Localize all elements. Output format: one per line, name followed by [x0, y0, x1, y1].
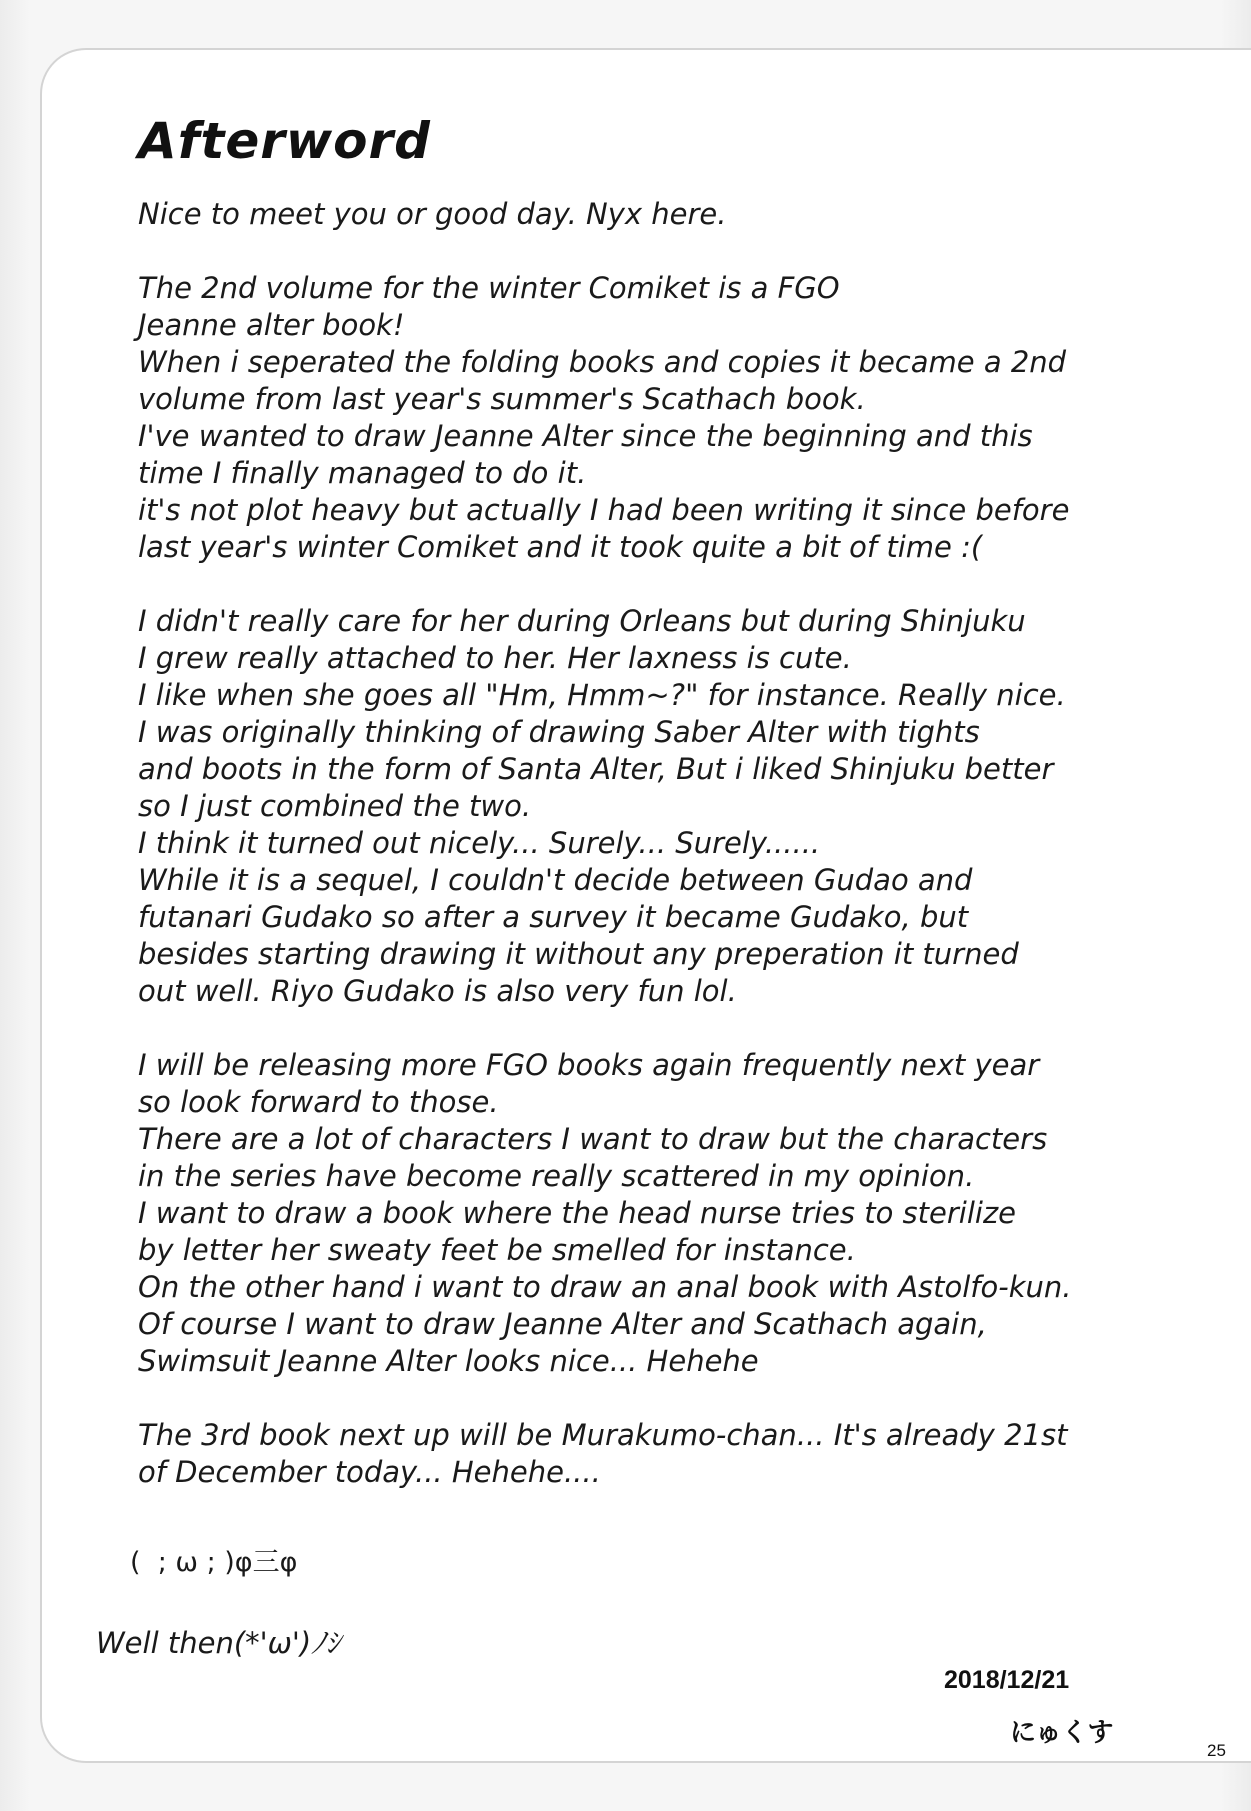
text-line: time I finally managed to do it. — [138, 456, 587, 490]
paragraph — [138, 270, 1228, 566]
text-line: While it is a sequel, I couldn't decide between Gudao and — [138, 863, 973, 897]
text-line: I grew really attached to her. Her laxness is cute. — [138, 641, 852, 675]
paragraph — [138, 196, 1228, 233]
text-line: The 2nd volume for the winter Comiket is a FGO — [138, 271, 840, 305]
text-line: last year's winter Comiket and it took quite a bit of time :( — [138, 530, 983, 564]
text-line: I want to draw a book where the head nurse tries to sterilize — [138, 1196, 1017, 1230]
page-number: 25 — [1207, 1741, 1226, 1760]
paragraph — [138, 1417, 1228, 1491]
text-line: I was originally thinking of drawing Saber Alter with tights — [138, 715, 980, 749]
text-line: so I just combined the two. — [138, 789, 532, 823]
paragraph — [138, 1047, 1228, 1380]
date-stamp: 2018/12/21 — [944, 1666, 1070, 1694]
text-line: so look forward to those. — [138, 1085, 499, 1119]
text-line: and boots in the form of Santa Alter, But i liked Shinjuku better — [138, 752, 1054, 786]
afterword-body — [138, 196, 1228, 1528]
author-signature: にゅくす — [1010, 1718, 1114, 1748]
text-line: I've wanted to draw Jeanne Alter since the beginning and this — [138, 419, 1033, 453]
text-line: in the series have become really scattered in my opinion. — [138, 1159, 975, 1193]
text-line: Swimsuit Jeanne Alter looks nice... Hehehe — [138, 1344, 759, 1378]
text-line: I like when she goes all "Hm, Hmm~?" for instance. Really nice. — [138, 678, 1066, 712]
paragraph — [138, 603, 1228, 1010]
text-line: futanari Gudako so after a survey it became Gudako, but — [138, 900, 969, 934]
text-line: by letter her sweaty feet be smelled for instance. — [138, 1233, 856, 1267]
text-line: besides starting drawing it without any preperation it turned — [138, 937, 1019, 971]
text-line: On the other hand i want to draw an anal book with Astolfo-kun. — [138, 1270, 1072, 1304]
text-line: I didn't really care for her during Orleans but during Shinjuku — [138, 604, 1026, 638]
text-line: of December today... Hehehe.... — [138, 1455, 601, 1489]
text-line: it's not plot heavy but actually I had been writing it since before — [138, 493, 1070, 527]
text-line: When i seperated the folding books and copies it became a 2nd — [138, 345, 1067, 379]
text-line: Of course I want to draw Jeanne Alter and Scathach again, — [138, 1307, 987, 1341]
text-line: out well. Riyo Gudako is also very fun lol. — [138, 974, 737, 1008]
text-line: The 3rd book next up will be Murakumo-chan... It's already 21st — [138, 1418, 1068, 1452]
farewell-text: Well then(*'ω')ﾉｼ — [96, 1626, 341, 1660]
text-line: volume from last year's summer's Scathach book. — [138, 382, 866, 416]
text-line: Jeanne alter book! — [138, 308, 405, 342]
text-line: I will be releasing more FGO books again frequently next year — [138, 1048, 1040, 1082]
text-line: Nice to meet you or good day. Nyx here. — [138, 197, 727, 231]
text-line: I think it turned out nicely... Surely... Surely...... — [138, 826, 821, 860]
text-line: There are a lot of characters I want to draw but the characters — [138, 1122, 1048, 1156]
afterword-heading: Afterword — [138, 112, 431, 170]
emoticon: ( ; ω ; )φ三φ — [130, 1547, 298, 1578]
